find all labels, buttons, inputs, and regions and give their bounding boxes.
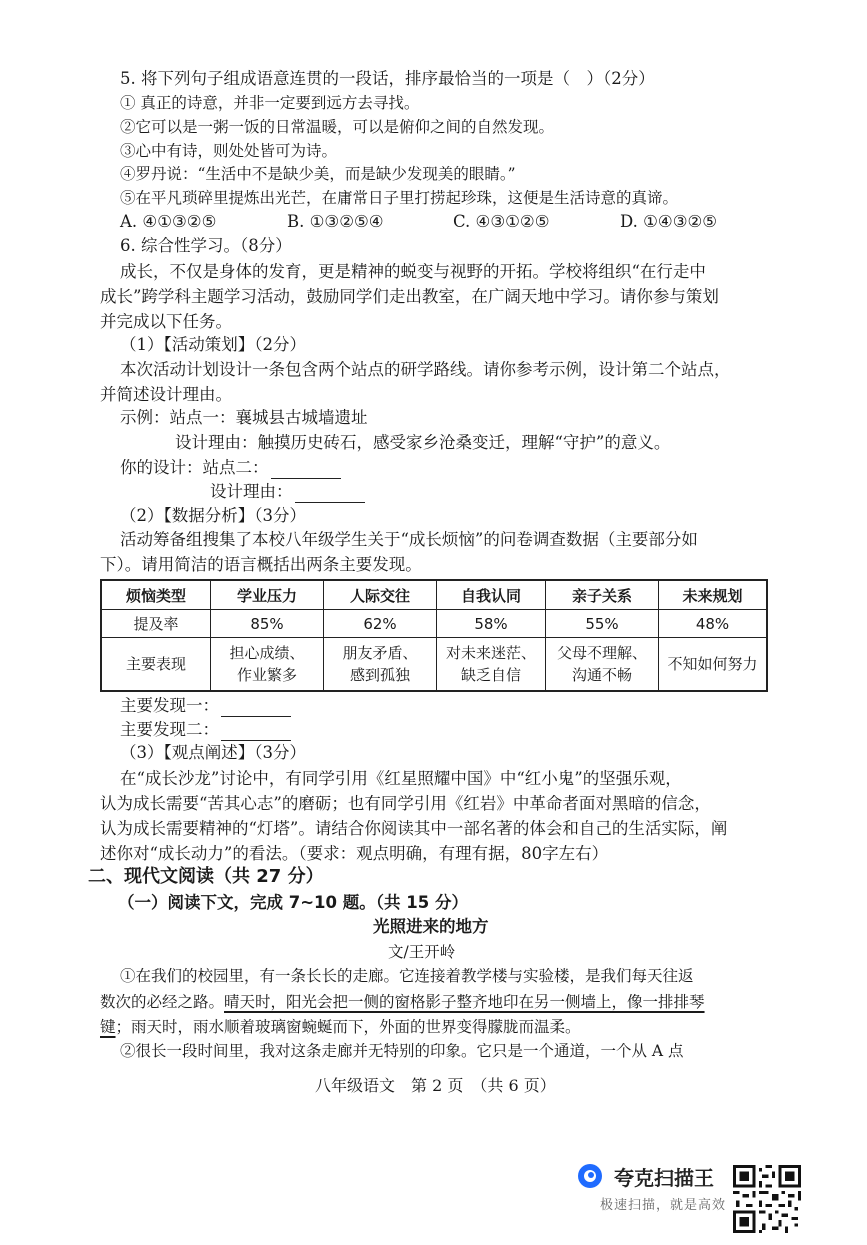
table-cell	[324, 638, 437, 692]
q6-part1-line: 并简述设计理由。	[100, 385, 232, 404]
qr-code-icon	[733, 1165, 801, 1233]
q5-stem: 5. 将下列句子组成语意连贯的一段话，排序最恰当的一项是（ ）（2分）	[120, 69, 655, 88]
table-cell	[659, 638, 768, 692]
table-cell: 85%	[211, 610, 324, 638]
design-station-label: 你的设计：站点二：	[120, 458, 269, 477]
paragraph-text: ；雨天时，雨水顺着玻璃窗蜿蜒而下，外面的世界变得朦胧而温柔。	[115, 1018, 581, 1036]
article-paragraph: ②很长一段时间里，我对这条走廊并无特别的印象。它只是一个通道，一个从 A 点	[120, 1042, 684, 1060]
design-reason	[210, 481, 365, 503]
cell-line: 朋友矛盾、	[342, 644, 418, 662]
answer-blank[interactable]	[221, 700, 291, 717]
q6-intro-line: 成长”跨学科主题学习活动，鼓励同学们走出教室，在广阔天地中学习。请你参与策划	[100, 287, 719, 306]
survey-table	[100, 579, 768, 692]
watermark-slogan: 极速扫描，就是高效	[600, 1198, 727, 1213]
q6-part3-line: 在“成长沙龙”讨论中，有同学引用《红星照耀中国》中“红小鬼”的坚强乐观，	[120, 769, 682, 788]
table-cell	[546, 638, 659, 692]
article-paragraph	[100, 1016, 581, 1038]
cell-line: 作业繁多	[236, 666, 297, 684]
cell-line: 缺乏自信	[460, 666, 521, 684]
q6-part3-line: 认为成长需要精神的“灯塔”。请结合你阅读其中一部名著的体会和自己的生活实际，阐	[100, 819, 728, 838]
cell-line: 父母不理解、	[556, 644, 647, 662]
q5-option-c: C. ④③①②⑤	[453, 212, 550, 231]
q5-option-b: B. ①③②⑤④	[287, 212, 384, 231]
q6-part1-line: 本次活动计划设计一条包含两个站点的研学路线。请你参考示例，设计第二个站点，	[120, 360, 731, 379]
article-paragraph: ①在我们的校园里，有一条长长的走廊。它连接着教学楼与实验楼，是我们每天往返	[120, 967, 694, 985]
article-title: 光照进来的地方	[373, 917, 489, 936]
table-header-row	[101, 580, 767, 610]
answer-blank[interactable]	[271, 462, 341, 479]
cell-line: 沟通不畅	[571, 666, 632, 684]
table-header-cell: 烦恼类型	[101, 580, 211, 610]
q6-part2-line: 下）。请用简洁的语言概括出两条主要发现。	[100, 555, 422, 574]
finding-label: 主要发现二：	[120, 720, 219, 739]
cell-line: 担心成绩、	[229, 644, 305, 662]
section-subtitle: （一）阅读下文，完成 7~10 题。（共 15 分）	[118, 893, 468, 912]
cell-line: 感到孤独	[349, 666, 410, 684]
paragraph-text: 数次的必经之路。	[100, 993, 225, 1011]
q5-sentence-3: ③心中有诗，则处处皆可为诗。	[120, 142, 338, 160]
table-row-label: 主要表现	[101, 638, 211, 692]
finding-2	[120, 719, 291, 741]
table-header-cell: 人际交往	[324, 580, 437, 610]
table-row	[101, 610, 767, 638]
table-header-cell: 未来规划	[659, 580, 768, 610]
table-cell: 62%	[324, 610, 437, 638]
quark-logo-icon	[576, 1162, 604, 1190]
q6-part3-line: 认为成长需要“苦其心志”的磨砺；也有同学引用《红岩》中革命者面对黑暗的信念，	[100, 794, 711, 813]
q5-sentence-4: ④罗丹说：“生活中不是缺少美，而是缺少发现美的眼睛。”	[120, 165, 516, 183]
article-author: 文/王开岭	[388, 943, 456, 961]
q6-part2-line: 活动筹备组搜集了本校八年级学生关于“成长烦恼”的问卷调查数据（主要部分如	[120, 530, 698, 549]
example-station-1: 示例：站点一：襄城县古城墙遗址	[120, 408, 368, 427]
table-row-label: 提及率	[101, 610, 211, 638]
table-header-cell: 亲子关系	[546, 580, 659, 610]
watermark-name: 夸克扫描王	[614, 1166, 714, 1190]
finding-1	[120, 695, 291, 717]
table-cell: 48%	[659, 610, 768, 638]
table-header-cell: 学业压力	[211, 580, 324, 610]
q5-sentence-1: ① 真正的诗意，并非一定要到远方去寻找。	[120, 94, 420, 112]
cell-line: 对未来迷茫、	[445, 644, 536, 662]
design-reason-label: 设计理由：	[210, 482, 293, 501]
underlined-sentence: 键	[100, 1018, 116, 1036]
table-header-cell: 自我认同	[437, 580, 546, 610]
section-title: 二、现代文阅读（共 27 分）	[88, 866, 324, 887]
answer-blank[interactable]	[221, 724, 291, 741]
article-paragraph	[100, 991, 705, 1013]
q5-option-a: A. ④①③②⑤	[120, 212, 217, 231]
q6-intro-line: 并完成以下任务。	[100, 312, 232, 331]
table-cell: 55%	[546, 610, 659, 638]
table-cell	[437, 638, 546, 692]
q6-title: 6. 综合性学习。（8分）	[120, 236, 292, 255]
answer-blank[interactable]	[295, 486, 365, 503]
q6-intro-line: 成长，不仅是身体的发育，更是精神的蜕变与视野的开拓。学校将组织“在行走中	[120, 262, 706, 281]
design-station-2	[120, 457, 341, 479]
q5-sentence-2: ②它可以是一粥一饭的日常温暖，可以是俯仰之间的自然发现。	[120, 118, 555, 136]
q6-part2-title: （2）【数据分析】（3分）	[120, 506, 306, 525]
q5-option-d: D. ①④③②⑤	[620, 212, 718, 231]
q6-part3-line: 述你对“成长动力”的看法。（要求：观点明确，有理有据，80字左右）	[100, 844, 609, 863]
example-reason: 设计理由：触摸历史砖石，感受家乡沧桑变迁，理解“守护”的意义。	[175, 433, 671, 452]
underlined-sentence: 晴天时，阳光会把一侧的窗格影子整齐地印在另一侧墙上，像一排排琴	[224, 993, 705, 1011]
q6-part3-title: （3）【观点阐述】（3分）	[120, 743, 306, 762]
table-row	[101, 638, 767, 692]
page-footer: 八年级语文 第 2 页 （共 6 页）	[315, 1076, 556, 1095]
q5-sentence-5: ⑤在平凡琐碎里提炼出光芒，在庸常日子里打捞起珍珠，这便是生活诗意的真谛。	[120, 189, 679, 207]
finding-label: 主要发现一：	[120, 696, 219, 715]
table-cell	[211, 638, 324, 692]
q6-part1-title: （1）【活动策划】（2分）	[120, 335, 306, 354]
cell-line: 不知如何努力	[667, 655, 758, 673]
table-cell: 58%	[437, 610, 546, 638]
